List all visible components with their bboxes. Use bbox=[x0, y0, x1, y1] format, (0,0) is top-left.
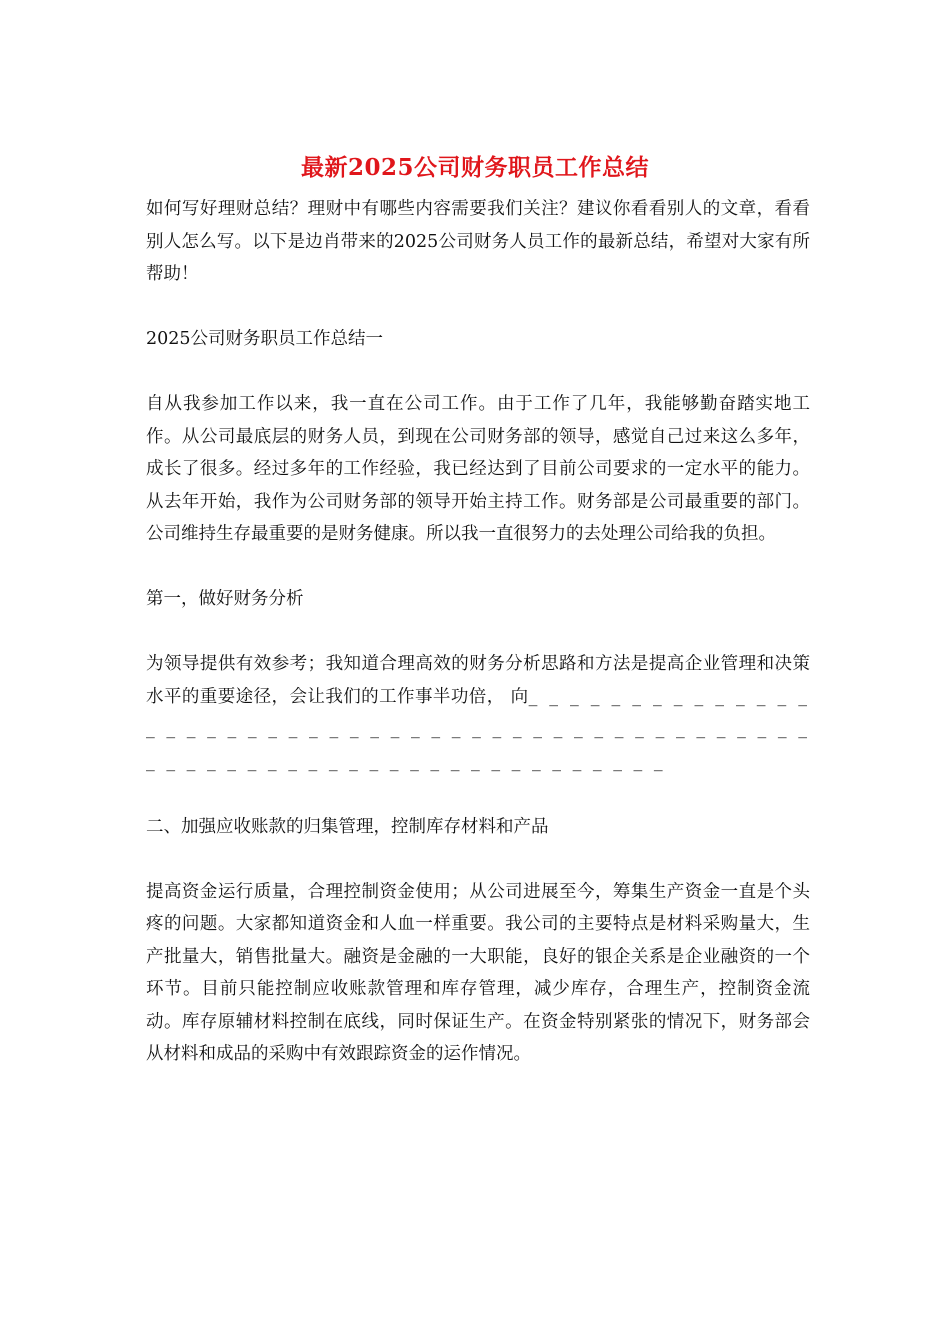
section-title: 2025公司财务职员工作总结一 bbox=[146, 329, 384, 349]
fill-in-blank-line: _ _ _ _ _ _ _ _ _ _ _ _ _ _ _ _ _ _ _ _ _ _ _ _ _ _ _ _ _ _ _ _ _ _ _ _ _ _ _ _ _ _ _ _ _ _ _ _ _ _ _ _ _ _ _ _ _ _ _ _ _ _ _ _ _ _ _ _ _ _ _ _ _ bbox=[146, 686, 810, 772]
point-2-paragraph: 提高资金运行质量，合理控制资金使用；从公司进展至今，筹集生产资金一直是个头疼的问题。大家都知道资金和人血一样重要。我公司的主要特点是材料采购量大，生产批量大，销售批量大。融资是金融的一大职能，良好的银企关系是企业融资的一个环节。目前只能控制应收账款管理和库存管理，减少库存，合理生产，控制资金流动。库存原辅材料控制在底线，同时保证生产。在资金特别紧张的情况下，财务部会从材料和成品的采购中有效跟踪资金的运作情况。 bbox=[146, 881, 810, 1064]
point-2-heading: 二、加强应收账款的归集管理，控制库存材料和产品 bbox=[146, 816, 549, 837]
point-1-paragraph bbox=[146, 648, 810, 778]
intro-paragraph: 如何写好理财总结？理财中有哪些内容需要我们关注？建议你看看别人的文章，看看别人怎么写。以下是边肖带来的2025公司财务人员工作的最新总结，希望对大家有所帮助！ bbox=[146, 199, 810, 284]
point-1-text: 为领导提供有效参考；我知道合理高效的财务分析思路和方法是提高企业管理和决策水平的重要途径，会让我们的工作事半功倍， 向 bbox=[146, 654, 810, 707]
document-title: 最新2025公司财务职员工作总结 bbox=[300, 154, 649, 181]
body-paragraph: 自从我参加工作以来，我一直在公司工作。由于工作了几年，我能够勤奋踏实地工作。从公司最底层的财务人员，到现在公司财务部的领导，感觉自己过来这么多年，成长了很多。经过多年的工作经验，我已经达到了目前公司要求的一定水平的能力。从去年开始，我作为公司财务部的领导开始主持工作。财务部是公司最重要的部门。公司维持生存最重要的是财务健康。所以我一直很努力的去处理公司给我的负担。 bbox=[146, 394, 810, 544]
point-1-heading: 第一，做好财务分析 bbox=[146, 589, 304, 609]
document-body bbox=[146, 193, 810, 1103]
